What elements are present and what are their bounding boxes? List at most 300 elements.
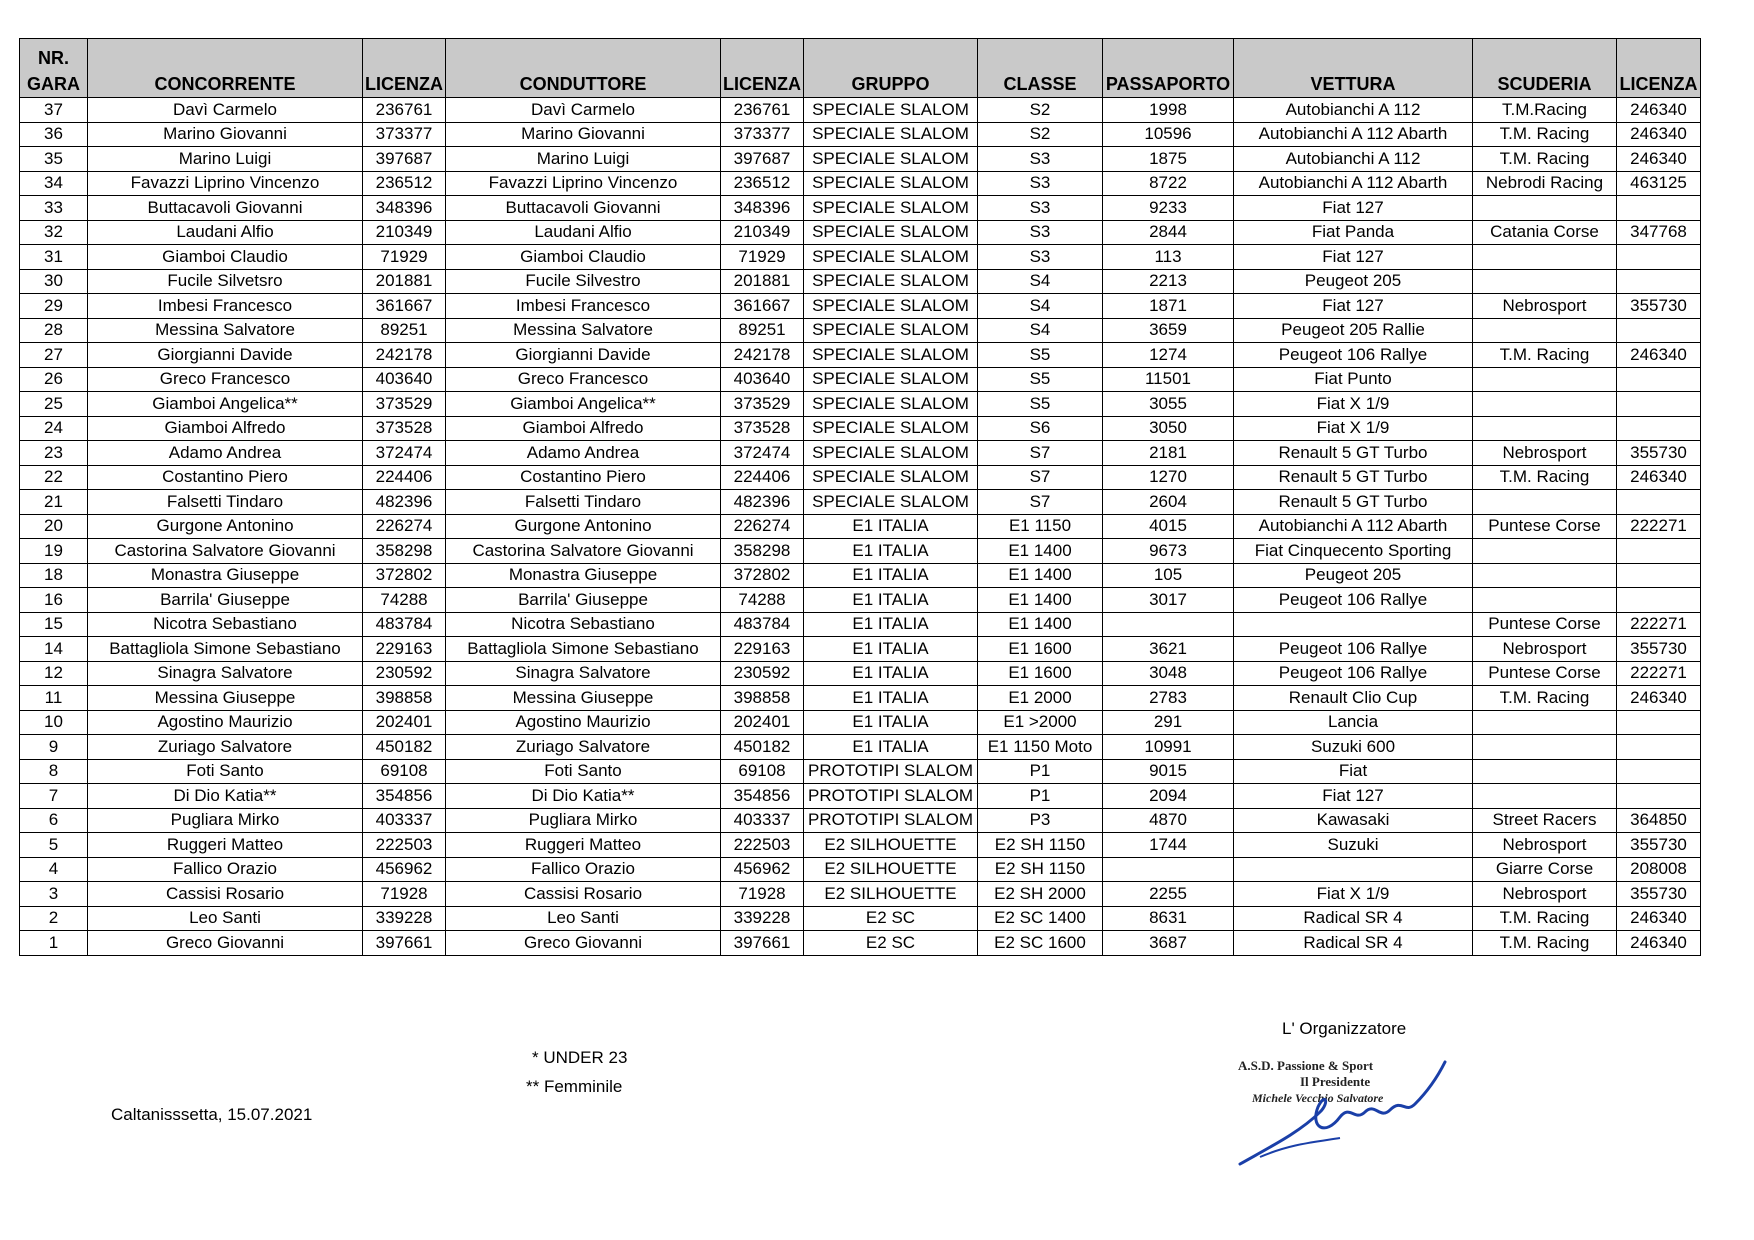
cell-licenza-scuderia: 355730 bbox=[1617, 294, 1701, 319]
cell-scuderia: Nebrosport bbox=[1473, 441, 1617, 466]
table-row bbox=[20, 612, 1701, 637]
header-classe: CLASSE bbox=[978, 39, 1103, 98]
cell-conduttore: Giamboi Angelica** bbox=[446, 392, 721, 417]
cell-conduttore: Leo Santi bbox=[446, 906, 721, 931]
cell-concorrente: Greco Francesco bbox=[88, 367, 363, 392]
cell-classe: S3 bbox=[978, 171, 1103, 196]
cell-classe: S6 bbox=[978, 416, 1103, 441]
header-scuderia: SCUDERIA bbox=[1473, 39, 1617, 98]
cell-vettura: Fiat Panda bbox=[1234, 220, 1473, 245]
cell-licenza-concorrente: 201881 bbox=[363, 269, 446, 294]
table-row bbox=[20, 294, 1701, 319]
cell-licenza-scuderia: 347768 bbox=[1617, 220, 1701, 245]
table-row bbox=[20, 416, 1701, 441]
cell-classe: S5 bbox=[978, 392, 1103, 417]
cell-nr-gara: 24 bbox=[20, 416, 88, 441]
cell-classe: S2 bbox=[978, 122, 1103, 147]
cell-classe: E1 1400 bbox=[978, 588, 1103, 613]
cell-classe: P1 bbox=[978, 759, 1103, 784]
cell-licenza-scuderia: 355730 bbox=[1617, 833, 1701, 858]
cell-gruppo: E1 ITALIA bbox=[804, 661, 978, 686]
cell-licenza-conduttore: 339228 bbox=[721, 906, 804, 931]
cell-scuderia: T.M. Racing bbox=[1473, 465, 1617, 490]
cell-licenza-concorrente: 236761 bbox=[363, 98, 446, 123]
cell-licenza-conduttore: 483784 bbox=[721, 612, 804, 637]
cell-licenza-concorrente: 202401 bbox=[363, 710, 446, 735]
cell-licenza-conduttore: 89251 bbox=[721, 318, 804, 343]
cell-classe: S2 bbox=[978, 98, 1103, 123]
cell-nr-gara: 26 bbox=[20, 367, 88, 392]
cell-gruppo: E2 SC bbox=[804, 931, 978, 956]
cell-nr-gara: 6 bbox=[20, 808, 88, 833]
table-row bbox=[20, 661, 1701, 686]
cell-classe: S3 bbox=[978, 147, 1103, 172]
cell-licenza-scuderia bbox=[1617, 710, 1701, 735]
cell-concorrente: Imbesi Francesco bbox=[88, 294, 363, 319]
cell-licenza-conduttore: 372474 bbox=[721, 441, 804, 466]
cell-conduttore: Zuriago Salvatore bbox=[446, 735, 721, 760]
cell-scuderia: Nebrosport bbox=[1473, 637, 1617, 662]
cell-licenza-concorrente: 372802 bbox=[363, 563, 446, 588]
cell-nr-gara: 36 bbox=[20, 122, 88, 147]
cell-gruppo: E1 ITALIA bbox=[804, 686, 978, 711]
cell-conduttore: Giorgianni Davide bbox=[446, 343, 721, 368]
cell-conduttore: Greco Francesco bbox=[446, 367, 721, 392]
table-row bbox=[20, 196, 1701, 221]
cell-licenza-conduttore: 71928 bbox=[721, 882, 804, 907]
cell-gruppo: SPECIALE SLALOM bbox=[804, 122, 978, 147]
cell-conduttore: Cassisi Rosario bbox=[446, 882, 721, 907]
cell-vettura: Fiat Punto bbox=[1234, 367, 1473, 392]
cell-classe: E2 SH 1150 bbox=[978, 833, 1103, 858]
cell-classe: S3 bbox=[978, 196, 1103, 221]
cell-vettura bbox=[1234, 612, 1473, 637]
cell-licenza-concorrente: 230592 bbox=[363, 661, 446, 686]
cell-nr-gara: 37 bbox=[20, 98, 88, 123]
cell-gruppo: SPECIALE SLALOM bbox=[804, 318, 978, 343]
cell-licenza-concorrente: 69108 bbox=[363, 759, 446, 784]
cell-nr-gara: 2 bbox=[20, 906, 88, 931]
cell-licenza-scuderia: 246340 bbox=[1617, 906, 1701, 931]
cell-conduttore: Agostino Maurizio bbox=[446, 710, 721, 735]
table-row bbox=[20, 269, 1701, 294]
cell-concorrente: Giamboi Angelica** bbox=[88, 392, 363, 417]
cell-nr-gara: 7 bbox=[20, 784, 88, 809]
cell-conduttore: Monastra Giuseppe bbox=[446, 563, 721, 588]
cell-passaporto: 3048 bbox=[1103, 661, 1234, 686]
cell-passaporto: 4015 bbox=[1103, 514, 1234, 539]
cell-classe: E2 SC 1600 bbox=[978, 931, 1103, 956]
cell-concorrente: Ruggeri Matteo bbox=[88, 833, 363, 858]
cell-scuderia: Puntese Corse bbox=[1473, 612, 1617, 637]
cell-classe: S7 bbox=[978, 441, 1103, 466]
cell-conduttore: Nicotra Sebastiano bbox=[446, 612, 721, 637]
cell-passaporto: 10596 bbox=[1103, 122, 1234, 147]
cell-scuderia bbox=[1473, 269, 1617, 294]
cell-classe: S7 bbox=[978, 465, 1103, 490]
cell-vettura: Renault 5 GT Turbo bbox=[1234, 465, 1473, 490]
cell-gruppo: SPECIALE SLALOM bbox=[804, 269, 978, 294]
cell-nr-gara: 15 bbox=[20, 612, 88, 637]
cell-scuderia bbox=[1473, 416, 1617, 441]
cell-classe: E1 2000 bbox=[978, 686, 1103, 711]
cell-scuderia: T.M.Racing bbox=[1473, 98, 1617, 123]
table-row bbox=[20, 245, 1701, 270]
cell-passaporto: 9673 bbox=[1103, 539, 1234, 564]
cell-conduttore: Battagliola Simone Sebastiano bbox=[446, 637, 721, 662]
cell-scuderia: Nebrodi Racing bbox=[1473, 171, 1617, 196]
cell-licenza-conduttore: 372802 bbox=[721, 563, 804, 588]
organizer-label: L' Organizzatore bbox=[1282, 1019, 1407, 1038]
table-row bbox=[20, 931, 1701, 956]
cell-licenza-scuderia: 355730 bbox=[1617, 882, 1701, 907]
table-row bbox=[20, 857, 1701, 882]
cell-conduttore: Marino Giovanni bbox=[446, 122, 721, 147]
cell-scuderia bbox=[1473, 392, 1617, 417]
cell-licenza-scuderia: 246340 bbox=[1617, 686, 1701, 711]
cell-vettura: Lancia bbox=[1234, 710, 1473, 735]
cell-passaporto: 1998 bbox=[1103, 98, 1234, 123]
cell-passaporto: 3687 bbox=[1103, 931, 1234, 956]
cell-licenza-conduttore: 456962 bbox=[721, 857, 804, 882]
cell-scuderia bbox=[1473, 784, 1617, 809]
cell-gruppo: SPECIALE SLALOM bbox=[804, 416, 978, 441]
note-femminile: ** Femminile bbox=[526, 1077, 623, 1096]
cell-licenza-concorrente: 71928 bbox=[363, 882, 446, 907]
cell-licenza-concorrente: 242178 bbox=[363, 343, 446, 368]
cell-concorrente: Foti Santo bbox=[88, 759, 363, 784]
cell-classe: E1 1400 bbox=[978, 563, 1103, 588]
cell-classe: P3 bbox=[978, 808, 1103, 833]
table-row bbox=[20, 171, 1701, 196]
cell-passaporto: 2844 bbox=[1103, 220, 1234, 245]
cell-vettura: Fiat 127 bbox=[1234, 784, 1473, 809]
cell-scuderia bbox=[1473, 539, 1617, 564]
cell-concorrente: Di Dio Katia** bbox=[88, 784, 363, 809]
cell-vettura: Peugeot 205 Rallie bbox=[1234, 318, 1473, 343]
cell-nr-gara: 8 bbox=[20, 759, 88, 784]
cell-passaporto: 3621 bbox=[1103, 637, 1234, 662]
cell-conduttore: Falsetti Tindaro bbox=[446, 490, 721, 515]
cell-passaporto: 1270 bbox=[1103, 465, 1234, 490]
table-row bbox=[20, 686, 1701, 711]
cell-passaporto: 1744 bbox=[1103, 833, 1234, 858]
cell-scuderia: Giarre Corse bbox=[1473, 857, 1617, 882]
table-row bbox=[20, 147, 1701, 172]
table-row bbox=[20, 588, 1701, 613]
cell-classe: E2 SH 2000 bbox=[978, 882, 1103, 907]
header-conduttore: CONDUTTORE bbox=[446, 39, 721, 98]
cell-nr-gara: 22 bbox=[20, 465, 88, 490]
cell-vettura: Radical SR 4 bbox=[1234, 931, 1473, 956]
cell-licenza-concorrente: 74288 bbox=[363, 588, 446, 613]
cell-passaporto: 11501 bbox=[1103, 367, 1234, 392]
table-row bbox=[20, 637, 1701, 662]
cell-passaporto: 2604 bbox=[1103, 490, 1234, 515]
cell-nr-gara: 30 bbox=[20, 269, 88, 294]
cell-gruppo: E1 ITALIA bbox=[804, 539, 978, 564]
cell-licenza-scuderia: 246340 bbox=[1617, 465, 1701, 490]
cell-passaporto: 1274 bbox=[1103, 343, 1234, 368]
note-under23: * UNDER 23 bbox=[532, 1048, 628, 1067]
table-row bbox=[20, 882, 1701, 907]
cell-vettura: Fiat bbox=[1234, 759, 1473, 784]
cell-licenza-conduttore: 373528 bbox=[721, 416, 804, 441]
cell-licenza-conduttore: 202401 bbox=[721, 710, 804, 735]
cell-nr-gara: 28 bbox=[20, 318, 88, 343]
cell-concorrente: Favazzi Liprino Vincenzo bbox=[88, 171, 363, 196]
cell-classe: E1 1600 bbox=[978, 661, 1103, 686]
cell-classe: S3 bbox=[978, 220, 1103, 245]
cell-conduttore: Greco Giovanni bbox=[446, 931, 721, 956]
cell-licenza-scuderia bbox=[1617, 735, 1701, 760]
cell-licenza-scuderia: 246340 bbox=[1617, 147, 1701, 172]
cell-licenza-scuderia: 355730 bbox=[1617, 637, 1701, 662]
cell-concorrente: Giamboi Alfredo bbox=[88, 416, 363, 441]
cell-licenza-concorrente: 450182 bbox=[363, 735, 446, 760]
cell-nr-gara: 19 bbox=[20, 539, 88, 564]
table-row bbox=[20, 392, 1701, 417]
cell-licenza-scuderia: 355730 bbox=[1617, 441, 1701, 466]
cell-scuderia: Nebrosport bbox=[1473, 833, 1617, 858]
cell-licenza-conduttore: 398858 bbox=[721, 686, 804, 711]
cell-concorrente: Battagliola Simone Sebastiano bbox=[88, 637, 363, 662]
cell-vettura: Autobianchi A 112 bbox=[1234, 147, 1473, 172]
cell-vettura bbox=[1234, 857, 1473, 882]
stamp-line-3: Michele Vecchio Salvatore bbox=[1252, 1091, 1384, 1105]
cell-licenza-concorrente: 229163 bbox=[363, 637, 446, 662]
cell-gruppo: E2 SILHOUETTE bbox=[804, 882, 978, 907]
cell-nr-gara: 25 bbox=[20, 392, 88, 417]
cell-vettura: Renault 5 GT Turbo bbox=[1234, 441, 1473, 466]
cell-scuderia bbox=[1473, 759, 1617, 784]
cell-licenza-concorrente: 226274 bbox=[363, 514, 446, 539]
cell-passaporto: 113 bbox=[1103, 245, 1234, 270]
cell-licenza-conduttore: 482396 bbox=[721, 490, 804, 515]
cell-licenza-conduttore: 450182 bbox=[721, 735, 804, 760]
cell-classe: S4 bbox=[978, 269, 1103, 294]
cell-scuderia: Puntese Corse bbox=[1473, 661, 1617, 686]
cell-gruppo: SPECIALE SLALOM bbox=[804, 196, 978, 221]
cell-licenza-concorrente: 403337 bbox=[363, 808, 446, 833]
place-date: Caltanisssetta, 15.07.2021 bbox=[111, 1105, 313, 1124]
cell-scuderia bbox=[1473, 490, 1617, 515]
cell-nr-gara: 18 bbox=[20, 563, 88, 588]
cell-classe: E2 SC 1400 bbox=[978, 906, 1103, 931]
table-row bbox=[20, 98, 1701, 123]
cell-licenza-concorrente: 373528 bbox=[363, 416, 446, 441]
cell-scuderia: Puntese Corse bbox=[1473, 514, 1617, 539]
cell-concorrente: Laudani Alfio bbox=[88, 220, 363, 245]
cell-nr-gara: 20 bbox=[20, 514, 88, 539]
cell-concorrente: Monastra Giuseppe bbox=[88, 563, 363, 588]
cell-conduttore: Ruggeri Matteo bbox=[446, 833, 721, 858]
cell-nr-gara: 31 bbox=[20, 245, 88, 270]
cell-licenza-scuderia bbox=[1617, 392, 1701, 417]
cell-nr-gara: 33 bbox=[20, 196, 88, 221]
cell-passaporto: 2213 bbox=[1103, 269, 1234, 294]
cell-licenza-conduttore: 403640 bbox=[721, 367, 804, 392]
cell-passaporto: 2181 bbox=[1103, 441, 1234, 466]
cell-concorrente: Barrila' Giuseppe bbox=[88, 588, 363, 613]
cell-licenza-concorrente: 89251 bbox=[363, 318, 446, 343]
header-licenza-scuderia: LICENZA bbox=[1617, 39, 1701, 98]
cell-nr-gara: 16 bbox=[20, 588, 88, 613]
cell-licenza-conduttore: 403337 bbox=[721, 808, 804, 833]
cell-passaporto: 8722 bbox=[1103, 171, 1234, 196]
cell-passaporto: 2255 bbox=[1103, 882, 1234, 907]
cell-classe: S5 bbox=[978, 367, 1103, 392]
cell-concorrente: Marino Giovanni bbox=[88, 122, 363, 147]
cell-vettura: Suzuki 600 bbox=[1234, 735, 1473, 760]
header-nr-gara: NR. GARA bbox=[20, 39, 88, 98]
cell-licenza-scuderia: 463125 bbox=[1617, 171, 1701, 196]
table-row bbox=[20, 490, 1701, 515]
cell-classe: E1 1600 bbox=[978, 637, 1103, 662]
table-row bbox=[20, 318, 1701, 343]
cell-licenza-scuderia: 222271 bbox=[1617, 612, 1701, 637]
cell-classe: E1 >2000 bbox=[978, 710, 1103, 735]
cell-nr-gara: 10 bbox=[20, 710, 88, 735]
cell-licenza-scuderia bbox=[1617, 367, 1701, 392]
cell-vettura: Peugeot 106 Rallye bbox=[1234, 588, 1473, 613]
cell-nr-gara: 21 bbox=[20, 490, 88, 515]
cell-passaporto: 9233 bbox=[1103, 196, 1234, 221]
cell-licenza-scuderia: 222271 bbox=[1617, 661, 1701, 686]
cell-conduttore: Adamo Andrea bbox=[446, 441, 721, 466]
cell-nr-gara: 5 bbox=[20, 833, 88, 858]
cell-scuderia: Nebrosport bbox=[1473, 294, 1617, 319]
cell-gruppo: SPECIALE SLALOM bbox=[804, 490, 978, 515]
table-row bbox=[20, 220, 1701, 245]
table-row bbox=[20, 343, 1701, 368]
cell-vettura: Fiat X 1/9 bbox=[1234, 882, 1473, 907]
cell-scuderia: Catania Corse bbox=[1473, 220, 1617, 245]
cell-licenza-conduttore: 229163 bbox=[721, 637, 804, 662]
cell-licenza-concorrente: 398858 bbox=[363, 686, 446, 711]
cell-conduttore: Fallico Orazio bbox=[446, 857, 721, 882]
cell-gruppo: SPECIALE SLALOM bbox=[804, 465, 978, 490]
cell-vettura: Peugeot 106 Rallye bbox=[1234, 343, 1473, 368]
cell-concorrente: Messina Giuseppe bbox=[88, 686, 363, 711]
table-header-row bbox=[20, 39, 1701, 98]
cell-gruppo: E2 SILHOUETTE bbox=[804, 833, 978, 858]
cell-passaporto: 2094 bbox=[1103, 784, 1234, 809]
cell-gruppo: SPECIALE SLALOM bbox=[804, 245, 978, 270]
cell-concorrente: Costantino Piero bbox=[88, 465, 363, 490]
cell-passaporto: 8631 bbox=[1103, 906, 1234, 931]
cell-concorrente: Adamo Andrea bbox=[88, 441, 363, 466]
cell-concorrente: Sinagra Salvatore bbox=[88, 661, 363, 686]
table-row bbox=[20, 808, 1701, 833]
cell-licenza-conduttore: 242178 bbox=[721, 343, 804, 368]
cell-licenza-concorrente: 339228 bbox=[363, 906, 446, 931]
cell-classe: E1 1150 bbox=[978, 514, 1103, 539]
cell-licenza-conduttore: 224406 bbox=[721, 465, 804, 490]
cell-scuderia bbox=[1473, 563, 1617, 588]
cell-nr-gara: 14 bbox=[20, 637, 88, 662]
cell-gruppo: PROTOTIPI SLALOM bbox=[804, 808, 978, 833]
cell-conduttore: Di Dio Katia** bbox=[446, 784, 721, 809]
cell-scuderia: T.M. Racing bbox=[1473, 343, 1617, 368]
cell-licenza-scuderia bbox=[1617, 490, 1701, 515]
cell-concorrente: Giamboi Claudio bbox=[88, 245, 363, 270]
cell-gruppo: SPECIALE SLALOM bbox=[804, 98, 978, 123]
cell-licenza-scuderia bbox=[1617, 539, 1701, 564]
cell-classe: S4 bbox=[978, 318, 1103, 343]
cell-licenza-conduttore: 358298 bbox=[721, 539, 804, 564]
cell-concorrente: Fucile Silvetsro bbox=[88, 269, 363, 294]
cell-licenza-concorrente: 456962 bbox=[363, 857, 446, 882]
cell-vettura: Autobianchi A 112 bbox=[1234, 98, 1473, 123]
cell-licenza-scuderia bbox=[1617, 588, 1701, 613]
cell-licenza-concorrente: 482396 bbox=[363, 490, 446, 515]
table-row bbox=[20, 710, 1701, 735]
cell-nr-gara: 27 bbox=[20, 343, 88, 368]
header-concorrente: CONCORRENTE bbox=[88, 39, 363, 98]
cell-classe: S5 bbox=[978, 343, 1103, 368]
cell-conduttore: Laudani Alfio bbox=[446, 220, 721, 245]
cell-concorrente: Pugliara Mirko bbox=[88, 808, 363, 833]
cell-passaporto: 1875 bbox=[1103, 147, 1234, 172]
cell-passaporto: 291 bbox=[1103, 710, 1234, 735]
cell-vettura: Peugeot 106 Rallye bbox=[1234, 661, 1473, 686]
cell-conduttore: Foti Santo bbox=[446, 759, 721, 784]
cell-licenza-concorrente: 397661 bbox=[363, 931, 446, 956]
cell-vettura: Renault Clio Cup bbox=[1234, 686, 1473, 711]
cell-licenza-conduttore: 373377 bbox=[721, 122, 804, 147]
entry-list-table bbox=[19, 38, 1701, 956]
cell-passaporto: 3017 bbox=[1103, 588, 1234, 613]
cell-concorrente: Marino Luigi bbox=[88, 147, 363, 172]
cell-nr-gara: 4 bbox=[20, 857, 88, 882]
header-licenza-concorrente: LICENZA bbox=[363, 39, 446, 98]
cell-licenza-conduttore: 69108 bbox=[721, 759, 804, 784]
cell-licenza-scuderia: 208008 bbox=[1617, 857, 1701, 882]
cell-nr-gara: 11 bbox=[20, 686, 88, 711]
cell-conduttore: Davì Carmelo bbox=[446, 98, 721, 123]
signature-stamp bbox=[1230, 1052, 1470, 1172]
cell-scuderia: T.M. Racing bbox=[1473, 122, 1617, 147]
cell-passaporto bbox=[1103, 857, 1234, 882]
cell-scuderia: T.M. Racing bbox=[1473, 906, 1617, 931]
cell-concorrente: Davì Carmelo bbox=[88, 98, 363, 123]
cell-classe: E1 1400 bbox=[978, 612, 1103, 637]
cell-scuderia: T.M. Racing bbox=[1473, 686, 1617, 711]
cell-conduttore: Buttacavoli Giovanni bbox=[446, 196, 721, 221]
cell-nr-gara: 35 bbox=[20, 147, 88, 172]
cell-conduttore: Giamboi Claudio bbox=[446, 245, 721, 270]
cell-vettura: Renault 5 GT Turbo bbox=[1234, 490, 1473, 515]
cell-licenza-concorrente: 354856 bbox=[363, 784, 446, 809]
table-row bbox=[20, 539, 1701, 564]
cell-conduttore: Costantino Piero bbox=[446, 465, 721, 490]
cell-gruppo: E1 ITALIA bbox=[804, 612, 978, 637]
cell-passaporto: 2783 bbox=[1103, 686, 1234, 711]
cell-licenza-conduttore: 74288 bbox=[721, 588, 804, 613]
cell-gruppo: E2 SC bbox=[804, 906, 978, 931]
cell-conduttore: Imbesi Francesco bbox=[446, 294, 721, 319]
cell-vettura: Fiat X 1/9 bbox=[1234, 416, 1473, 441]
cell-licenza-conduttore: 397661 bbox=[721, 931, 804, 956]
cell-gruppo: SPECIALE SLALOM bbox=[804, 294, 978, 319]
cell-classe: S3 bbox=[978, 245, 1103, 270]
cell-scuderia bbox=[1473, 588, 1617, 613]
cell-concorrente: Gurgone Antonino bbox=[88, 514, 363, 539]
cell-vettura: Fiat Cinquecento Sporting bbox=[1234, 539, 1473, 564]
cell-concorrente: Zuriago Salvatore bbox=[88, 735, 363, 760]
cell-licenza-scuderia: 246340 bbox=[1617, 343, 1701, 368]
